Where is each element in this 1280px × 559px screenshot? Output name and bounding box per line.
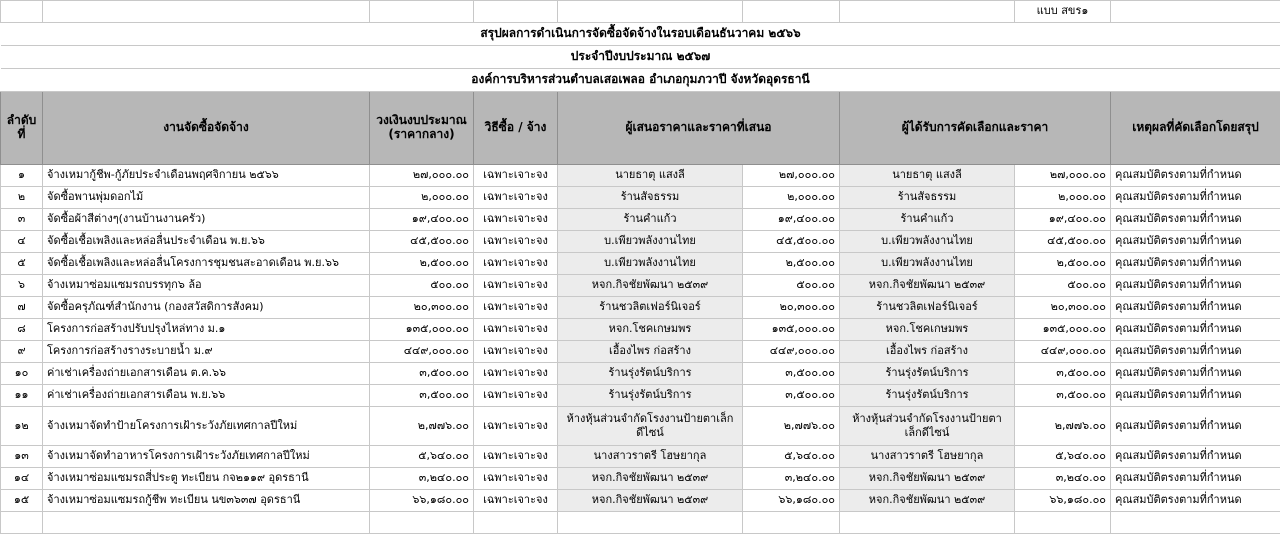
winner-name: ร้านสัจธรรม xyxy=(840,187,1015,209)
winner-price: ๓,๕๐๐.๐๐ xyxy=(1015,385,1111,407)
winner-name: นางสาวราตรี โฮษยากุล xyxy=(840,446,1015,468)
selection-reason: คุณสมบัติตรงตามที่กำหนด xyxy=(1111,187,1280,209)
header-row xyxy=(1,92,1280,165)
header-selected: ผู้ได้รับการคัดเลือกและราคา xyxy=(840,92,1111,165)
offer-name: ร้านรุ่งรัตน์บริการ xyxy=(558,363,743,385)
row-number: ๓ xyxy=(1,209,43,231)
offer-price: ๕๐๐.๐๐ xyxy=(743,275,840,297)
table-row xyxy=(1,165,1280,187)
item-name: จ้างเหมากู้ชีพ-กู้ภัยประจำเดือนพฤศจิกายน ๒๕๖๖ xyxy=(43,165,370,187)
procurement-method: เฉพาะเจาะจง xyxy=(474,341,558,363)
selection-reason: คุณสมบัติตรงตามที่กำหนด xyxy=(1111,209,1280,231)
offer-name: ร้านสัจธรรม xyxy=(558,187,743,209)
winner-price: ๕๐๐.๐๐ xyxy=(1015,275,1111,297)
winner-name: หจก.โชคเกษมพร xyxy=(840,319,1015,341)
offer-price: ๓,๕๐๐.๐๐ xyxy=(743,385,840,407)
item-name: ค่าเช่าเครื่องถ่ายเอกสารเดือน พ.ย.๖๖ xyxy=(43,385,370,407)
offer-price: ๔๔๙,๐๐๐.๐๐ xyxy=(743,341,840,363)
selection-reason: คุณสมบัติตรงตามที่กำหนด xyxy=(1111,468,1280,490)
row-number: ๕ xyxy=(1,253,43,275)
winner-price: ๔๔๙,๐๐๐.๐๐ xyxy=(1015,341,1111,363)
report-title: สรุปผลการดำเนินการจัดซื้อจัดจ้างในรอบเดือนธันวาคม ๒๕๖๖ xyxy=(1,23,1280,46)
winner-name: บ.เพียวพลังงานไทย xyxy=(840,231,1015,253)
winner-name: บ.เพียวพลังงานไทย xyxy=(840,253,1015,275)
row-number: ๑๓ xyxy=(1,446,43,468)
selection-reason: คุณสมบัติตรงตามที่กำหนด xyxy=(1111,275,1280,297)
offer-name: บ.เพียวพลังงานไทย xyxy=(558,253,743,275)
table-row xyxy=(1,319,1280,341)
row-number: ๙ xyxy=(1,341,43,363)
budget-amount: ๑๙,๔๐๐.๐๐ xyxy=(370,209,474,231)
winner-price: ๖๖,๑๘๐.๐๐ xyxy=(1015,490,1111,512)
budget-amount: ๔๔๙,๐๐๐.๐๐ xyxy=(370,341,474,363)
winner-price: ๒๗,๐๐๐.๐๐ xyxy=(1015,165,1111,187)
header-offers: ผู้เสนอราคาและราคาที่เสนอ xyxy=(558,92,840,165)
offer-name: ร้านรุ่งรัตน์บริการ xyxy=(558,385,743,407)
row-number: ๑๒ xyxy=(1,407,43,446)
winner-price: ๑๓๕,๐๐๐.๐๐ xyxy=(1015,319,1111,341)
offer-price: ๒,๐๐๐.๐๐ xyxy=(743,187,840,209)
table-row xyxy=(1,297,1280,319)
item-name: จ้างเหมาซ่อมแซมรถสี่ประตู ทะเบียน กจ๒๑๑๙ อุดรธานี xyxy=(43,468,370,490)
offer-name: บ.เพียวพลังงานไทย xyxy=(558,231,743,253)
selection-reason: คุณสมบัติตรงตามที่กำหนด xyxy=(1111,165,1280,187)
winner-name: หจก.กิจชัยพัฒนา ๒๕๓๙ xyxy=(840,468,1015,490)
procurement-method: เฉพาะเจาะจง xyxy=(474,253,558,275)
offer-name: ห้างหุ้นส่วนจำกัดโรงงานป้ายตาเล็กดีไซน์ xyxy=(558,407,743,446)
selection-reason: คุณสมบัติตรงตามที่กำหนด xyxy=(1111,407,1280,446)
winner-price: ๑๙,๔๐๐.๐๐ xyxy=(1015,209,1111,231)
item-name: โครงการก่อสร้างรางระบายน้ำ ม.๙ xyxy=(43,341,370,363)
item-name: โครงการก่อสร้างปรับปรุงไหล่ทาง ม.๑ xyxy=(43,319,370,341)
procurement-method: เฉพาะเจาะจง xyxy=(474,407,558,446)
row-number: ๑๑ xyxy=(1,385,43,407)
row-number: ๑๐ xyxy=(1,363,43,385)
procurement-method: เฉพาะเจาะจง xyxy=(474,385,558,407)
selection-reason: คุณสมบัติตรงตามที่กำหนด xyxy=(1111,253,1280,275)
header-budget: วงเงินงบประมาณ (ราคากลาง) xyxy=(370,92,474,165)
offer-name: หจก.กิจชัยพัฒนา ๒๕๓๙ xyxy=(558,468,743,490)
selection-reason: คุณสมบัติตรงตามที่กำหนด xyxy=(1111,297,1280,319)
item-name: จัดซื้อครุภัณฑ์สำนักงาน (กองสวัสดิการสังคม) xyxy=(43,297,370,319)
selection-reason: คุณสมบัติตรงตามที่กำหนด xyxy=(1111,363,1280,385)
offer-price: ๑๓๕,๐๐๐.๐๐ xyxy=(743,319,840,341)
item-name: จ้างเหมาซ่อมแซมรถบรรทุก๖ ล้อ xyxy=(43,275,370,297)
winner-price: ๒,๗๗๖.๐๐ xyxy=(1015,407,1111,446)
procurement-method: เฉพาะเจาะจง xyxy=(474,319,558,341)
offer-price: ๒,๕๐๐.๐๐ xyxy=(743,253,840,275)
title-row-1 xyxy=(1,23,1280,46)
offer-name: เอื้องไพร ก่อสร้าง xyxy=(558,341,743,363)
procurement-method: เฉพาะเจาะจง xyxy=(474,490,558,512)
row-number: ๖ xyxy=(1,275,43,297)
item-name: จ้างเหมาซ่อมแซมรถกู้ชีพ ทะเบียน นข๓๖๓๗ อุดรธานี xyxy=(43,490,370,512)
selection-reason: คุณสมบัติตรงตามที่กำหนด xyxy=(1111,341,1280,363)
form-code-row xyxy=(1,1,1280,23)
row-number: ๒ xyxy=(1,187,43,209)
procurement-method: เฉพาะเจาะจง xyxy=(474,363,558,385)
offer-name: หจก.โชคเกษมพร xyxy=(558,319,743,341)
empty-row xyxy=(1,512,1280,534)
winner-name: ร้านคำแก้ว xyxy=(840,209,1015,231)
budget-amount: ๑๓๕,๐๐๐.๐๐ xyxy=(370,319,474,341)
offer-name: หจก.กิจชัยพัฒนา ๒๕๓๙ xyxy=(558,275,743,297)
budget-amount: ๒๐,๓๐๐.๐๐ xyxy=(370,297,474,319)
title-row-3 xyxy=(1,69,1280,92)
budget-amount: ๒,๕๐๐.๐๐ xyxy=(370,253,474,275)
table-row xyxy=(1,231,1280,253)
winner-name: นายธาตุ แสงลี xyxy=(840,165,1015,187)
budget-amount: ๓,๒๔๐.๐๐ xyxy=(370,468,474,490)
organization: องค์การบริหารส่วนตำบลเสอเพลอ อำเภอกุมภวาปี จังหวัดอุดรธานี xyxy=(1,69,1280,92)
procurement-method: เฉพาะเจาะจง xyxy=(474,297,558,319)
winner-name: เอื้องไพร ก่อสร้าง xyxy=(840,341,1015,363)
procurement-method: เฉพาะเจาะจง xyxy=(474,209,558,231)
winner-price: ๒,๕๐๐.๐๐ xyxy=(1015,253,1111,275)
selection-reason: คุณสมบัติตรงตามที่กำหนด xyxy=(1111,231,1280,253)
winner-name: ร้านรุ่งรัตน์บริการ xyxy=(840,385,1015,407)
procurement-method: เฉพาะเจาะจง xyxy=(474,468,558,490)
item-name: จัดซื้อผ้าสีต่างๆ(งานบ้านงานครัว) xyxy=(43,209,370,231)
table-body xyxy=(1,165,1280,512)
budget-amount: ๕,๖๔๐.๐๐ xyxy=(370,446,474,468)
offer-name: นายธาตุ แสงลี xyxy=(558,165,743,187)
budget-amount: ๕๐๐.๐๐ xyxy=(370,275,474,297)
row-number: ๔ xyxy=(1,231,43,253)
procurement-method: เฉพาะเจาะจง xyxy=(474,187,558,209)
table-row xyxy=(1,446,1280,468)
item-name: จัดซื้อเชื้อเพลิงและหล่อลื่นประจำเดือน พ.ย.๖๖ xyxy=(43,231,370,253)
item-name: ค่าเช่าเครื่องถ่ายเอกสารเดือน ต.ค.๖๖ xyxy=(43,363,370,385)
table-row xyxy=(1,490,1280,512)
table-row xyxy=(1,341,1280,363)
table-row xyxy=(1,407,1280,446)
item-name: จ้างเหมาจัดทำป้ายโครงการเฝ้าระวังภัยเทศกาลปีใหม่ xyxy=(43,407,370,446)
selection-reason: คุณสมบัติตรงตามที่กำหนด xyxy=(1111,385,1280,407)
title-row-2 xyxy=(1,46,1280,69)
winner-price: ๒๐,๓๐๐.๐๐ xyxy=(1015,297,1111,319)
offer-name: นางสาวราตรี โฮษยากุล xyxy=(558,446,743,468)
table-row xyxy=(1,275,1280,297)
winner-name: ร้านชวลิตเฟอร์นิเจอร์ xyxy=(840,297,1015,319)
offer-price: ๓,๕๐๐.๐๐ xyxy=(743,363,840,385)
table-row xyxy=(1,385,1280,407)
procurement-method: เฉพาะเจาะจง xyxy=(474,165,558,187)
offer-price: ๕,๖๔๐.๐๐ xyxy=(743,446,840,468)
offer-name: ร้านชวลิตเฟอร์นิเจอร์ xyxy=(558,297,743,319)
row-number: ๘ xyxy=(1,319,43,341)
table-row xyxy=(1,187,1280,209)
selection-reason: คุณสมบัติตรงตามที่กำหนด xyxy=(1111,490,1280,512)
row-number: ๑๕ xyxy=(1,490,43,512)
winner-price: ๕,๖๔๐.๐๐ xyxy=(1015,446,1111,468)
table-row xyxy=(1,363,1280,385)
header-method: วิธีซื้อ / จ้าง xyxy=(474,92,558,165)
table-row xyxy=(1,253,1280,275)
procurement-method: เฉพาะเจาะจง xyxy=(474,231,558,253)
budget-amount: ๖๖,๑๘๐.๐๐ xyxy=(370,490,474,512)
item-name: จ้างเหมาจัดทำอาหารโครงการเฝ้าระวังภัยเทศกาลปีใหม่ xyxy=(43,446,370,468)
winner-name: ห้างหุ้นส่วนจำกัดโรงงานป้ายตาเล็กดีไซน์ xyxy=(840,407,1015,446)
selection-reason: คุณสมบัติตรงตามที่กำหนด xyxy=(1111,446,1280,468)
offer-price: ๔๕,๕๐๐.๐๐ xyxy=(743,231,840,253)
table-row xyxy=(1,209,1280,231)
offer-price: ๒,๗๗๖.๐๐ xyxy=(743,407,840,446)
procurement-method: เฉพาะเจาะจง xyxy=(474,446,558,468)
fiscal-year: ประจำปีงบประมาณ ๒๕๖๗ xyxy=(1,46,1280,69)
offer-price: ๖๖,๑๘๐.๐๐ xyxy=(743,490,840,512)
form-code: แบบ สขร๑ xyxy=(1015,1,1111,23)
header-reason: เหตุผลที่คัดเลือกโดยสรุป xyxy=(1111,92,1280,165)
winner-name: หจก.กิจชัยพัฒนา ๒๕๓๙ xyxy=(840,490,1015,512)
offer-name: หจก.กิจชัยพัฒนา ๒๕๓๙ xyxy=(558,490,743,512)
budget-amount: ๒,๗๗๖.๐๐ xyxy=(370,407,474,446)
winner-name: ร้านรุ่งรัตน์บริการ xyxy=(840,363,1015,385)
row-number: ๗ xyxy=(1,297,43,319)
offer-price: ๒๗,๐๐๐.๐๐ xyxy=(743,165,840,187)
budget-amount: ๔๕,๕๐๐.๐๐ xyxy=(370,231,474,253)
row-number: ๑ xyxy=(1,165,43,187)
header-no: ลำดับที่ xyxy=(1,92,43,165)
offer-name: ร้านคำแก้ว xyxy=(558,209,743,231)
offer-price: ๒๐,๓๐๐.๐๐ xyxy=(743,297,840,319)
winner-price: ๒,๐๐๐.๐๐ xyxy=(1015,187,1111,209)
budget-amount: ๒๗,๐๐๐.๐๐ xyxy=(370,165,474,187)
budget-amount: ๓,๕๐๐.๐๐ xyxy=(370,385,474,407)
row-number: ๑๔ xyxy=(1,468,43,490)
winner-name: หจก.กิจชัยพัฒนา ๒๕๓๙ xyxy=(840,275,1015,297)
budget-amount: ๓,๕๐๐.๐๐ xyxy=(370,363,474,385)
header-item: งานจัดซื้อจัดจ้าง xyxy=(43,92,370,165)
winner-price: ๔๕,๕๐๐.๐๐ xyxy=(1015,231,1111,253)
item-name: จัดซื้อเชื้อเพลิงและหล่อลื่นโครงการชุมชนสะอาดเดือน พ.ย.๖๖ xyxy=(43,253,370,275)
selection-reason: คุณสมบัติตรงตามที่กำหนด xyxy=(1111,319,1280,341)
winner-price: ๓,๕๐๐.๐๐ xyxy=(1015,363,1111,385)
budget-amount: ๒,๐๐๐.๐๐ xyxy=(370,187,474,209)
table-row xyxy=(1,468,1280,490)
winner-price: ๓,๒๔๐.๐๐ xyxy=(1015,468,1111,490)
item-name: จัดซื้อพานพุ่มดอกไม้ xyxy=(43,187,370,209)
offer-price: ๑๙,๔๐๐.๐๐ xyxy=(743,209,840,231)
procurement-method: เฉพาะเจาะจง xyxy=(474,275,558,297)
offer-price: ๓,๒๔๐.๐๐ xyxy=(743,468,840,490)
